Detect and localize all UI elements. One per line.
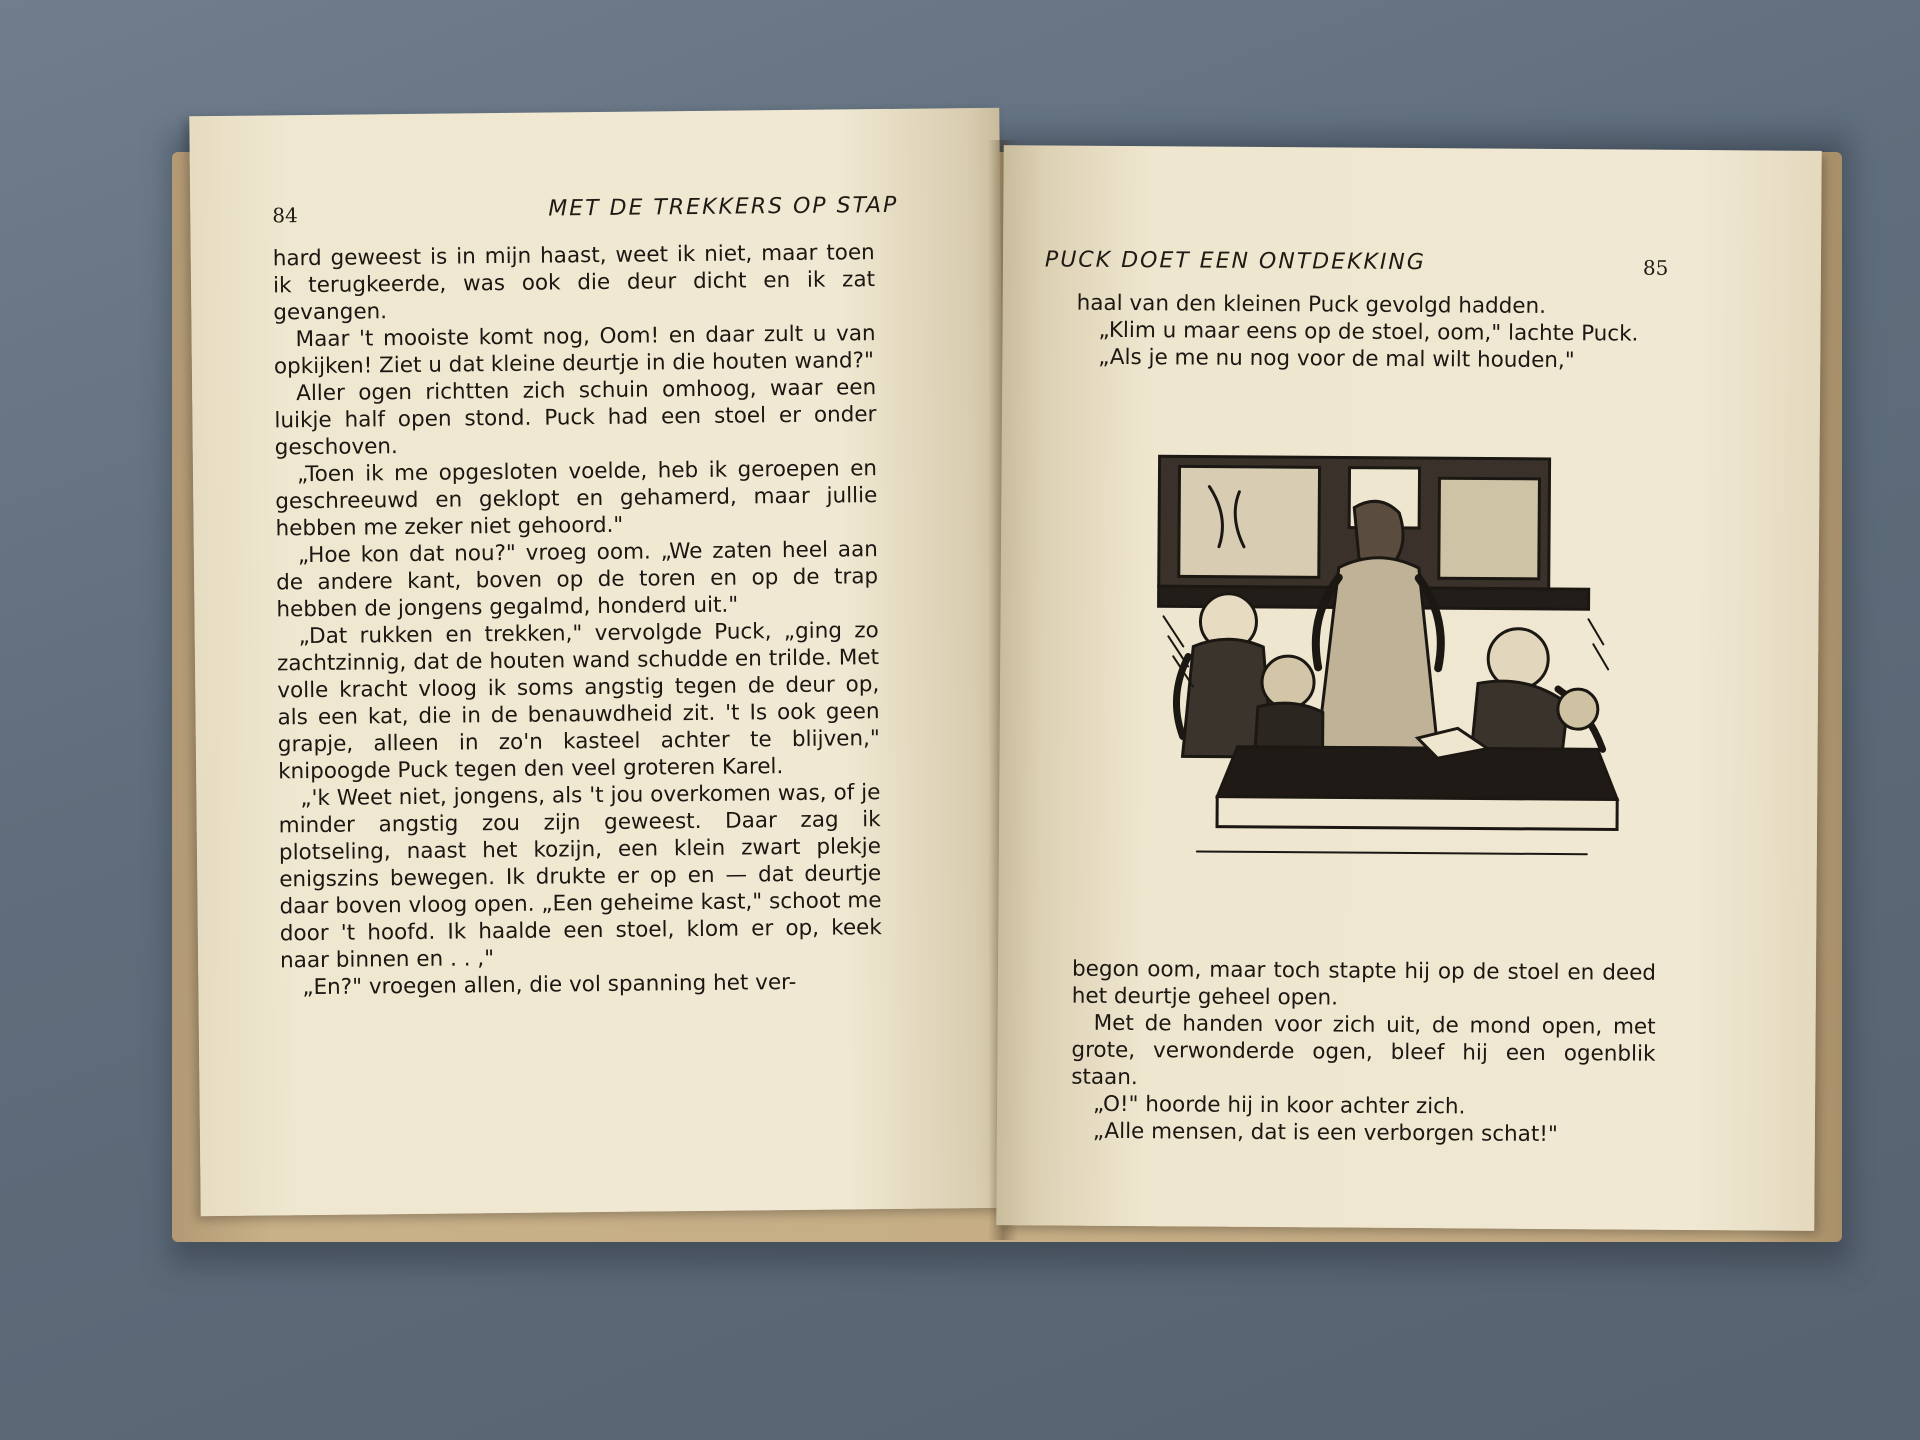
right-running-header: PUCK DOET EEN ONTDEKKING bbox=[1044, 247, 1426, 276]
left-page-number: 84 bbox=[272, 203, 298, 228]
right-page-number: 85 bbox=[1642, 255, 1669, 280]
paragraph: Aller ogen richtten zich schuin omhoog, waar een luikje half open stond. Puck had een stoel er onder geschoven. bbox=[274, 375, 877, 461]
paragraph: begon oom, maar toch stapte hij op de stoel en deed het deurtje geheel open. bbox=[1071, 956, 1657, 1011]
paragraph: „Klim u maar eens op de stoel, oom," lachte Puck. bbox=[1098, 317, 1639, 347]
paragraph: „O!" hoorde hij in koor achter zich. bbox=[1092, 1091, 1466, 1120]
paragraph: „'k Weet niet, jongens, als 't jou overkomen was, of je minder angstig zou zijn geweest. Daar zag ik plotseling, naast het kozijn, een klein zwart plekje enigszins bewegen. Ik drukte er op en — dat deurtje daar boven vloog open. „Een geheime kast," schoot me door 't hoofd. Ik haalde een stoel, klom er op, keek naar binnen en . . ," bbox=[278, 780, 882, 974]
paragraph: „Dat rukken en trekken," vervolgde Puck, „ging zo zachtzinnig, dat de houten wand schudde en trilde. Met volle kracht vloog ik soms angstig tegen de deur op, als een kat, die in de benauwdheid zit. 't Is ook geen grapje, alleen in zo'n kasteel achter te blijven," knipoogde Puck tegen den veel groteren Karel. bbox=[276, 618, 880, 785]
paragraph: „Alle mensen, dat is een verborgen schat!" bbox=[1092, 1118, 1558, 1148]
paragraph: „En?" vroegen allen, die vol spanning het ver- bbox=[302, 969, 797, 1001]
paragraph: Met de handen voor zich uit, de mond open, met grote, verwonderde ogen, bleef hij een ogenblik staan. bbox=[1071, 1010, 1656, 1091]
paragraph: Maar 't mooiste komt nog, Oom! en daar zult u van opkijken! Ziet u dat kleine deurtje in die houten wand?" bbox=[273, 321, 876, 380]
paragraph: „Toen ik me opgesloten voelde, heb ik geroepen en geschreeuwd en geklopt en gehamerd, maar jullie hebben me zeker niet gehoord." bbox=[275, 456, 878, 542]
illustration-drawing bbox=[1117, 446, 1640, 870]
paragraph: haal van den kleinen Puck gevolgd hadden. bbox=[1076, 290, 1547, 319]
story-illustration bbox=[1117, 446, 1640, 870]
left-running-header: MET DE TREKKERS OP STAP bbox=[548, 192, 899, 222]
left-page bbox=[189, 108, 1010, 1216]
paragraph: „Hoe kon dat nou?" vroeg oom. „We zaten heel aan de andere kant, boven op de toren en op de trap hebben de jongens gegalmd, honderd uit." bbox=[276, 537, 879, 623]
paragraph: hard geweest is in mijn haast, weet ik niet, maar toen ik terugkeerde, was ook die deur dicht en ik zat gevangen. bbox=[272, 240, 876, 326]
paragraph: „Als je me nu nog voor de mal wilt houden," bbox=[1098, 344, 1575, 374]
right-page bbox=[996, 145, 1822, 1231]
right-page-text-bottom bbox=[1071, 956, 1656, 1149]
right-page-text-top bbox=[1076, 290, 1661, 375]
left-page-text bbox=[273, 239, 883, 1001]
